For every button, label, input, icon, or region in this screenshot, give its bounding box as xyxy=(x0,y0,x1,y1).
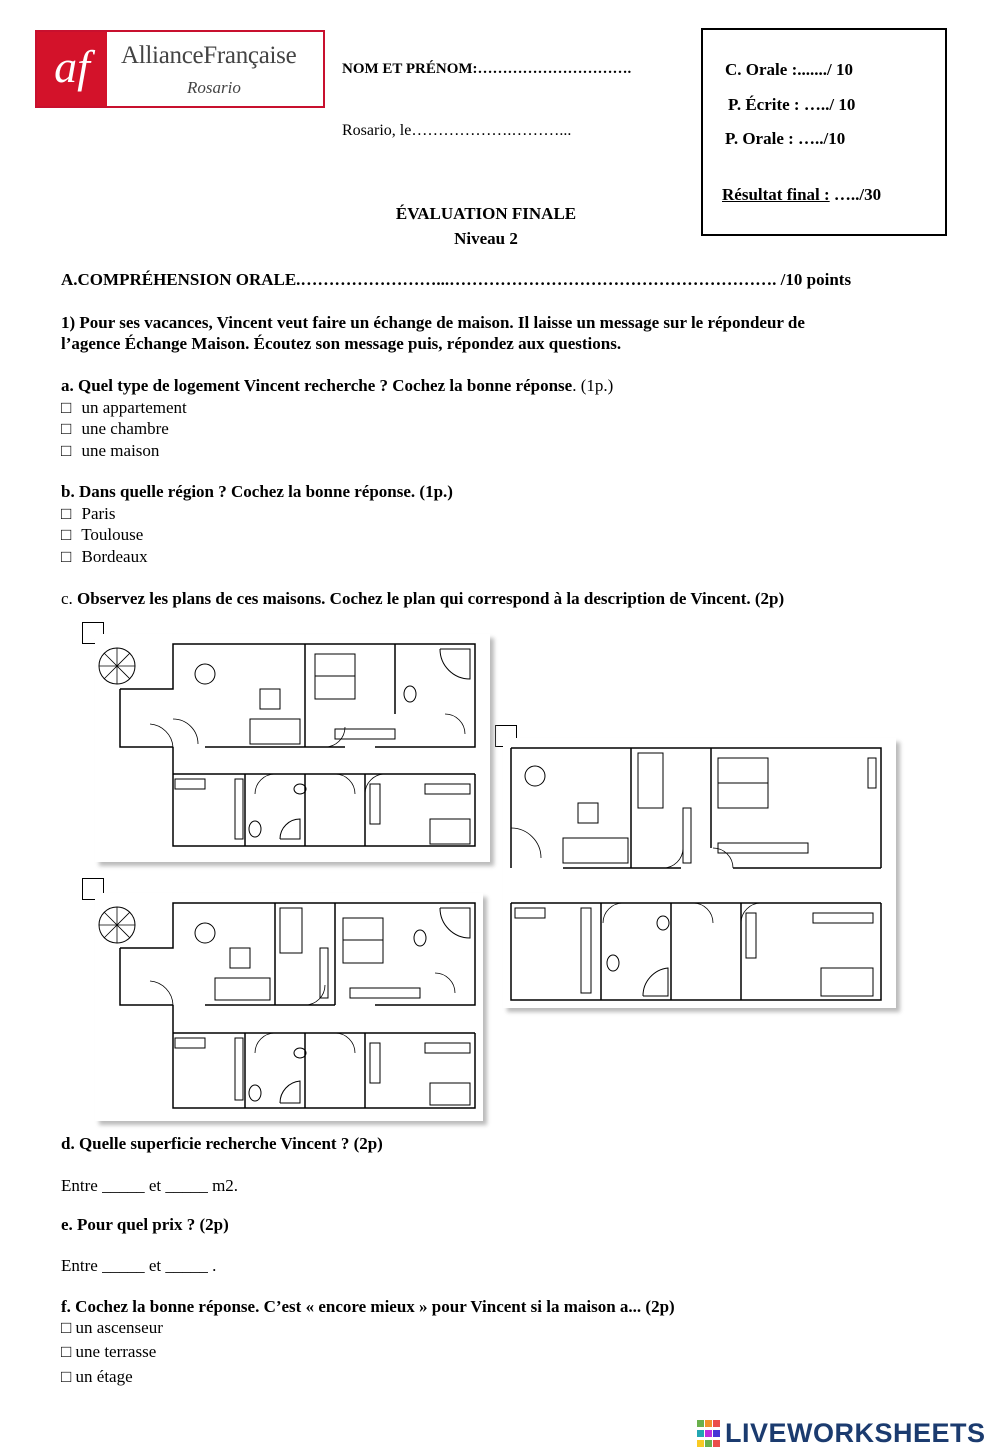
question-b-option[interactable] xyxy=(61,524,143,545)
question-a-points: . (1p.) xyxy=(572,376,614,395)
af-logo-mark: af xyxy=(37,32,107,106)
date-field-line: Rosario, le……………….………... xyxy=(342,122,572,139)
question-a-option[interactable] xyxy=(61,440,159,461)
question-b-option[interactable] xyxy=(61,503,116,524)
question-a-label: a. Quel type de logement Vincent recherche ? Cochez la bonne réponse xyxy=(61,376,573,395)
question-f-option[interactable] xyxy=(61,1366,133,1387)
checkbox-icon[interactable]: □ xyxy=(61,1318,72,1337)
checkbox-icon[interactable]: □ xyxy=(61,525,72,544)
question-f-option[interactable] xyxy=(61,1341,156,1362)
option-label: un étage xyxy=(75,1367,133,1386)
option-label: une terrasse xyxy=(75,1342,157,1361)
logo-name: AllianceFrançaise xyxy=(121,42,297,69)
floor-plan-1 xyxy=(95,634,490,862)
question-f-label: f. Cochez la bonne réponse. C’est « encore mieux » pour Vincent si la maison a... (2p) xyxy=(61,1297,675,1316)
floor-plan-2 xyxy=(503,738,896,1008)
question-e-label: e. Pour quel prix ? (2p) xyxy=(61,1215,229,1234)
intro-line-1: 1) Pour ses vacances, Vincent veut faire un échange de maison. Il laisse un message sur le répondeur de xyxy=(61,313,805,332)
checkbox-icon[interactable]: □ xyxy=(61,1367,72,1386)
score-p-orale: P. Orale : …../10 xyxy=(725,129,846,148)
question-c-prefix: c. xyxy=(61,589,78,608)
watermark-text: LIVEWORKSHEETS xyxy=(725,1418,986,1448)
option-label: un ascenseur xyxy=(75,1318,163,1337)
option-label: Paris xyxy=(81,504,116,523)
score-orale: C. Orale :......./ 10 xyxy=(725,60,853,79)
question-d-answer[interactable]: Entre _____ et _____ m2. xyxy=(61,1176,239,1195)
checkbox-icon[interactable]: □ xyxy=(61,398,72,417)
question-d-label: d. Quelle superficie recherche Vincent ? (2p) xyxy=(61,1134,383,1153)
question-a-option[interactable] xyxy=(61,397,187,418)
question-a-option[interactable] xyxy=(61,418,169,439)
checkbox-icon[interactable]: □ xyxy=(61,419,72,438)
page-title: ÉVALUATION FINALE xyxy=(395,204,577,223)
alliance-francaise-logo xyxy=(35,30,325,108)
checkbox-icon[interactable]: □ xyxy=(61,547,72,566)
option-label: une chambre xyxy=(81,419,169,438)
option-label: Bordeaux xyxy=(81,547,148,566)
name-field-line: NOM ET PRÉNOM:…………………………. xyxy=(342,61,632,77)
question-e-answer[interactable]: Entre _____ et _____ . xyxy=(61,1256,217,1275)
checkbox-icon[interactable]: □ xyxy=(61,1342,72,1361)
score-ecrite: P. Écrite : …../ 10 xyxy=(728,95,856,114)
score-final-label: Résultat final : xyxy=(722,185,830,204)
liveworksheets-logo-icon xyxy=(697,1420,721,1448)
intro-line-2: l’agence Échange Maison. Écoutez son message puis, répondez aux questions. xyxy=(61,334,622,353)
option-label: un appartement xyxy=(81,398,187,417)
option-label: Toulouse xyxy=(81,525,144,544)
question-b-label: b. Dans quelle région ? Cochez la bonne réponse. (1p.) xyxy=(61,482,453,501)
checkbox-icon[interactable]: □ xyxy=(61,504,72,523)
question-f-option[interactable] xyxy=(61,1317,163,1338)
page-level: Niveau 2 xyxy=(454,229,518,248)
question-c xyxy=(61,589,784,609)
section-a-heading: A.COMPRÉHENSION ORALE.……………………...…………………………………………………. /10 points xyxy=(61,270,852,289)
question-a xyxy=(61,376,613,396)
checkbox-icon[interactable]: □ xyxy=(61,441,72,460)
question-b-option[interactable] xyxy=(61,546,148,567)
floor-plan-3 xyxy=(95,893,483,1121)
question-c-label: Observez les plans de ces maisons. Cochez le plan qui correspond à la description de Vincent. (2p) xyxy=(77,589,785,608)
score-final xyxy=(722,185,881,205)
liveworksheets-watermark xyxy=(697,1418,986,1449)
score-final-value: …../30 xyxy=(829,185,882,204)
option-label: une maison xyxy=(81,441,160,460)
logo-city: Rosario xyxy=(187,78,241,97)
